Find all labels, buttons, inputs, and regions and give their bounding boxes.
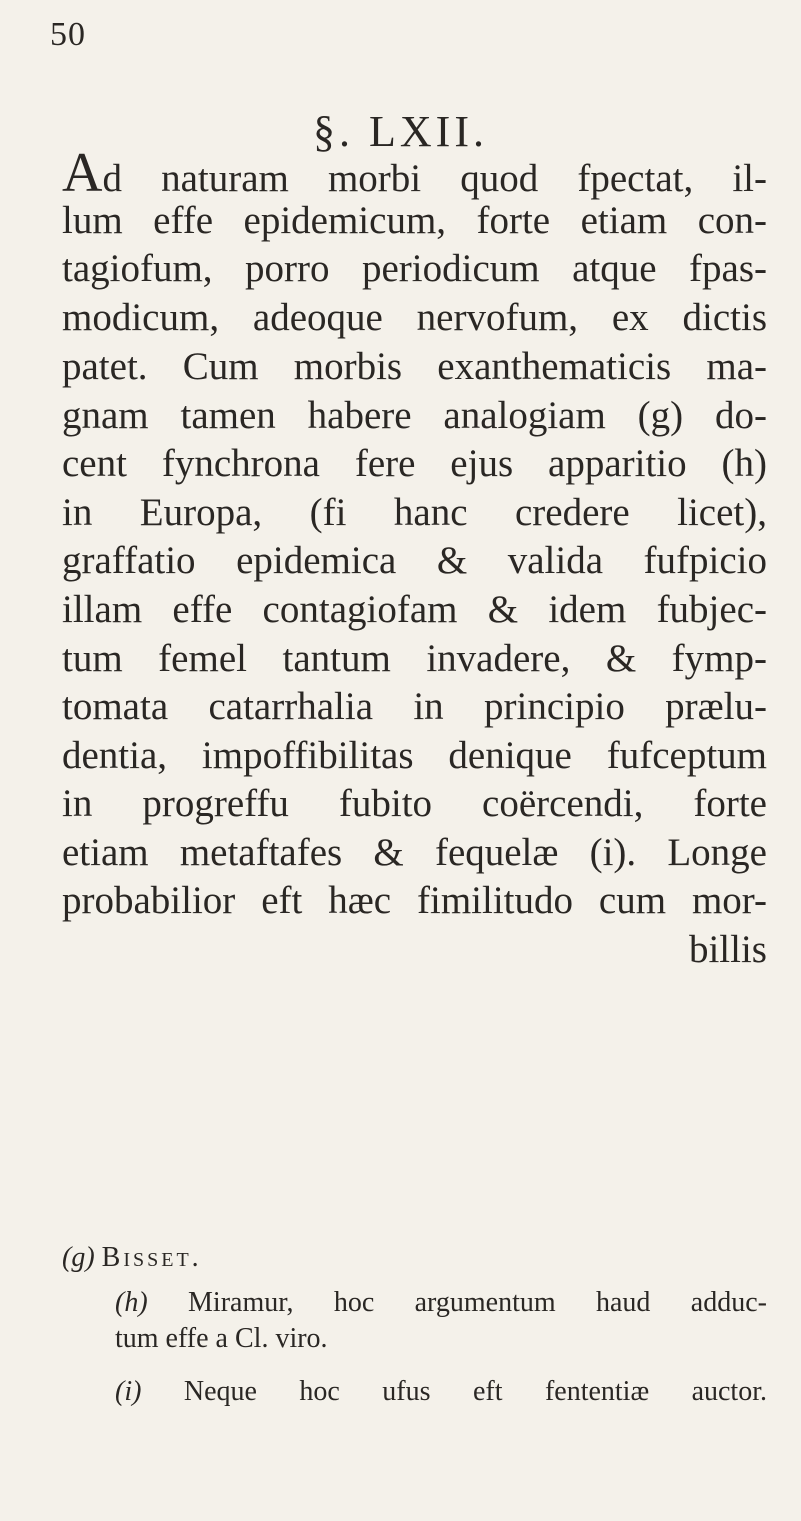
body-line: illam effe contagiofam & idem fubjec-	[62, 588, 767, 631]
footnote-text: Miramur, hoc argumentum haud adduc-	[188, 1287, 767, 1318]
footnote-mark: (h)	[115, 1287, 148, 1318]
footnote	[62, 1238, 202, 1278]
body-line: cent fynchrona fere ejus apparitio (h)	[62, 442, 767, 485]
body-line: in progreffu fubito coërcendi, forte	[62, 782, 767, 825]
first-line-text: d naturam morbi quod fpectat, il-	[102, 157, 767, 200]
footnote-text: Neque hoc ufus eft fententiæ auctor.	[183, 1376, 767, 1407]
footnote	[115, 1372, 767, 1412]
body-line: in Europa, (fi hanc credere licet),	[62, 491, 767, 534]
body-line: etiam metaftafes & fequelæ (i). Longe	[62, 831, 767, 874]
footnote-mark: (g)	[62, 1242, 95, 1273]
body-line: tagiofum, porro periodicum atque fpas-	[62, 247, 767, 290]
body-line: probabilior eft hæc fimilitudo cum mor-	[62, 879, 767, 922]
body-line: lum effe epidemicum, forte etiam con-	[62, 199, 767, 242]
catchword: billis	[688, 928, 767, 971]
body-line: tomata catarrhalia in principio prælu-	[62, 685, 767, 728]
drop-initial: A	[62, 142, 103, 204]
body-line: dentia, impoffibilitas denique fufceptum	[62, 734, 767, 777]
body-line: tum femel tantum invadere, & fymp-	[62, 637, 767, 680]
body-line: patet. Cum morbis exanthematicis ma-	[62, 345, 767, 388]
footnote-continuation: tum effe a Cl. viro.	[115, 1323, 328, 1354]
body-line: gnam tamen habere analogiam (g) do-	[62, 394, 767, 437]
footnote	[115, 1283, 767, 1323]
body-line: graffatio epidemica & valida fufpicio	[62, 539, 767, 582]
page-number: 50	[50, 16, 86, 53]
footnote-text: Bisset.	[101, 1242, 202, 1273]
footnote-mark: (i)	[115, 1376, 142, 1407]
body-line: modicum, adeoque nervofum, ex dictis	[62, 296, 767, 339]
section-title: §. LXII.	[313, 107, 488, 156]
